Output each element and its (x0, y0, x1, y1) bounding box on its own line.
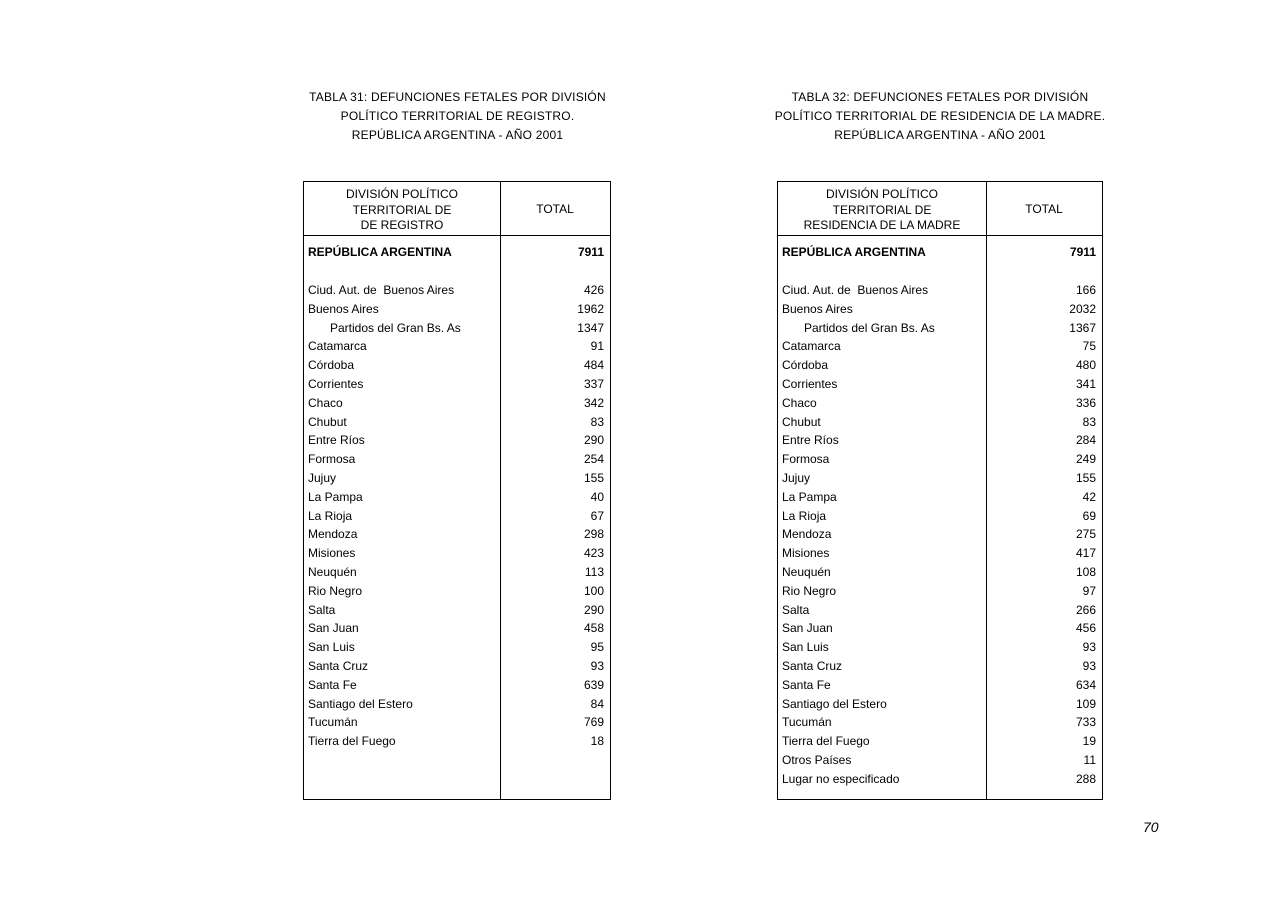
row-label: La Pampa (308, 489, 363, 504)
table31-division-header (304, 182, 500, 235)
table-row (778, 563, 1102, 582)
table-row (778, 450, 1102, 469)
table-row (778, 619, 1102, 638)
table-row (778, 299, 1102, 318)
row-value: 113 (584, 564, 604, 579)
table32-title-line1: TABLA 32: DEFUNCIONES FETALES POR DIVISIÓN (791, 90, 1089, 104)
row-label: Chubut (308, 414, 347, 429)
row-value: 342 (583, 395, 604, 410)
row-label: Córdoba (782, 358, 829, 373)
row-value: 109 (1075, 696, 1096, 711)
row-value: 288 (1075, 771, 1096, 786)
row-value: 93 (1082, 640, 1096, 655)
table-row (778, 356, 1102, 375)
row-value: 7911 (577, 245, 604, 260)
row-label: Lugar no especificado (782, 771, 900, 786)
row-label: Ciud. Aut. de Buenos Aires (308, 282, 455, 297)
table-row (304, 732, 610, 751)
table31-title-line1: TABLA 31: DEFUNCIONES FETALES POR DIVISIÓN (309, 90, 606, 104)
table-row (304, 675, 610, 694)
row-label: Salta (308, 602, 336, 617)
table-row (778, 638, 1102, 657)
row-label: Tierra del Fuego (308, 734, 396, 749)
row-value: 733 (1075, 715, 1096, 730)
row-label: Formosa (308, 452, 356, 467)
table31-total-header: TOTAL (536, 201, 574, 216)
row-value: 91 (590, 339, 604, 354)
row-label: Catamarca (308, 339, 367, 354)
table-row-blank (778, 262, 1102, 281)
table-row (304, 356, 610, 375)
table32-title-line3: REPÚBLICA ARGENTINA - AÑO 2001 (834, 128, 1046, 142)
table-row (304, 525, 610, 544)
row-label: San Luis (308, 640, 355, 655)
table-row (778, 544, 1102, 563)
table-row (778, 469, 1102, 488)
division-header-line3: RESIDENCIA DE LA MADRE (803, 218, 961, 232)
row-value: 426 (583, 282, 604, 297)
row-label: Mendoza (308, 527, 358, 542)
row-value: 155 (1075, 470, 1096, 485)
row-label: Rio Negro (782, 583, 837, 598)
table-row (778, 581, 1102, 600)
row-value: 298 (583, 527, 604, 542)
row-label: Formosa (782, 452, 830, 467)
row-value: 284 (1075, 433, 1096, 448)
row-label: San Luis (782, 640, 829, 655)
division-header-line3: DE REGISTRO (360, 218, 444, 232)
row-label: Entre Ríos (782, 433, 839, 448)
row-value: 249 (1075, 452, 1096, 467)
row-label: Tucumán (782, 715, 832, 730)
row-value: 769 (583, 715, 604, 730)
table-row (778, 694, 1102, 713)
row-label: Chaco (782, 395, 817, 410)
table-row (778, 525, 1102, 544)
table31-body (304, 236, 610, 751)
row-value: 290 (583, 433, 604, 448)
row-label: La Rioja (782, 508, 827, 523)
table-row (304, 431, 610, 450)
table-row (304, 337, 610, 356)
row-value: 83 (1082, 414, 1096, 429)
row-value: 634 (1075, 677, 1096, 692)
row-label: Santa Fe (308, 677, 357, 692)
row-value: 155 (583, 470, 604, 485)
row-label: Partidos del Gran Bs. As (330, 320, 461, 335)
row-value: 19 (1082, 734, 1096, 749)
row-label: Santa Cruz (782, 658, 843, 673)
row-value: 423 (583, 546, 604, 561)
row-label: Misiones (308, 546, 356, 561)
table32-division-header (778, 182, 986, 235)
row-label: Buenos Aires (782, 301, 853, 316)
row-value: 341 (1075, 376, 1096, 391)
table-row (778, 431, 1102, 450)
row-value: 639 (583, 677, 604, 692)
row-label: REPÚBLICA ARGENTINA (308, 245, 452, 260)
table-row (778, 600, 1102, 619)
row-value: 93 (590, 658, 604, 673)
table31-title-line2: POLÍTICO TERRITORIAL DE REGISTRO. (340, 109, 575, 123)
table32-header (778, 182, 1102, 236)
row-value: 83 (590, 414, 604, 429)
row-value: 166 (1075, 282, 1096, 297)
row-value: 456 (1075, 621, 1096, 636)
row-label: Jujuy (782, 470, 811, 485)
row-value: 108 (1075, 564, 1096, 579)
row-value: 11 (1083, 752, 1096, 767)
row-label: Catamarca (782, 339, 841, 354)
row-value: 266 (1075, 602, 1096, 617)
row-label: Mendoza (782, 527, 832, 542)
row-label: Córdoba (308, 358, 355, 373)
row-value: 2032 (1069, 301, 1096, 316)
table-row (778, 751, 1102, 770)
table-row (778, 412, 1102, 431)
row-value: 1367 (1069, 320, 1096, 335)
table-row (304, 243, 610, 262)
table-row (778, 769, 1102, 788)
row-value: 84 (590, 696, 604, 711)
table-row (304, 281, 610, 300)
row-label: Neuquén (782, 564, 831, 579)
row-value: 69 (1082, 508, 1096, 523)
table-row (304, 375, 610, 394)
table-row (778, 713, 1102, 732)
table-row (304, 393, 610, 412)
row-label: San Juan (782, 621, 833, 636)
row-value: 275 (1075, 527, 1096, 542)
table31 (303, 181, 611, 800)
row-value: 1962 (577, 301, 604, 316)
column-divider (986, 182, 987, 799)
row-label: Chaco (308, 395, 343, 410)
table32 (777, 181, 1103, 800)
table-row (778, 243, 1102, 262)
table-row (778, 318, 1102, 337)
table-row (304, 694, 610, 713)
row-label: Chubut (782, 414, 821, 429)
division-header-line1: DIVISIÓN POLÍTICO (825, 187, 939, 201)
table-row (778, 487, 1102, 506)
row-value: 75 (1082, 339, 1096, 354)
row-label: San Juan (308, 621, 359, 636)
table-row (304, 581, 610, 600)
division-header-line2: TERRITORIAL DE (352, 202, 452, 217)
row-value: 42 (1082, 489, 1096, 504)
row-label: La Rioja (308, 508, 353, 523)
table32-body (778, 236, 1102, 788)
division-header-line1: DIVISIÓN POLÍTICO (345, 187, 459, 201)
row-label: Corrientes (782, 376, 838, 391)
row-value: 1347 (577, 320, 604, 335)
row-label: Partidos del Gran Bs. As (804, 320, 935, 335)
table31-title (287, 88, 628, 145)
table-row (778, 281, 1102, 300)
row-value: 417 (1075, 546, 1096, 561)
division-header-line2: TERRITORIAL DE (832, 202, 932, 217)
row-label: La Pampa (782, 489, 837, 504)
table-row (304, 544, 610, 563)
row-value: 458 (583, 621, 604, 636)
table-row (304, 506, 610, 525)
table-row (778, 675, 1102, 694)
row-label: Tucumán (308, 715, 358, 730)
table-row (304, 487, 610, 506)
row-value: 7911 (1069, 245, 1096, 260)
row-value: 40 (590, 489, 604, 504)
row-label: Santa Cruz (308, 658, 369, 673)
row-label: Neuquén (308, 564, 357, 579)
row-label: Buenos Aires (308, 301, 379, 316)
table-row (304, 469, 610, 488)
row-label: Ciud. Aut. de Buenos Aires (782, 282, 929, 297)
row-label: Salta (782, 602, 810, 617)
table-row (778, 375, 1102, 394)
row-value: 254 (583, 452, 604, 467)
table31-title-line3: REPÚBLICA ARGENTINA - AÑO 2001 (351, 128, 564, 142)
table-row (778, 393, 1102, 412)
row-label: Santa Fe (782, 677, 831, 692)
table-row (304, 657, 610, 676)
row-value: 67 (590, 508, 604, 523)
row-value: 95 (590, 640, 604, 655)
table-row (304, 619, 610, 638)
table-row (304, 713, 610, 732)
row-label: Tierra del Fuego (782, 734, 870, 749)
row-label: Corrientes (308, 376, 364, 391)
table-row (304, 299, 610, 318)
table32-title-line2: POLÍTICO TERRITORIAL DE RESIDENCIA DE LA MADRE. (774, 109, 1106, 123)
row-label: Misiones (782, 546, 830, 561)
table31-header (304, 182, 610, 236)
row-label: Santiago del Estero (308, 696, 413, 711)
table32-total-header: TOTAL (1025, 201, 1063, 216)
row-value: 97 (1082, 583, 1096, 598)
page-number: 70 (1143, 819, 1159, 835)
table32-title (770, 88, 1110, 145)
table-row (304, 638, 610, 657)
table-row (304, 563, 610, 582)
row-value: 290 (583, 602, 604, 617)
table-row (778, 657, 1102, 676)
row-label: Jujuy (308, 470, 337, 485)
table-row (304, 600, 610, 619)
table-row-blank (304, 262, 610, 281)
row-value: 480 (1075, 358, 1096, 373)
table-row (304, 412, 610, 431)
row-value: 100 (583, 583, 604, 598)
table-row (778, 732, 1102, 751)
row-label: Entre Ríos (308, 433, 365, 448)
row-value: 93 (1082, 658, 1096, 673)
column-divider (500, 182, 501, 799)
table-row (778, 337, 1102, 356)
row-value: 484 (583, 358, 604, 373)
row-label: Santiago del Estero (782, 696, 887, 711)
row-value: 18 (590, 734, 604, 749)
table-row (304, 318, 610, 337)
row-label: Otros Países (782, 752, 852, 767)
row-label: Rio Negro (308, 583, 363, 598)
table-row (778, 506, 1102, 525)
row-label: REPÚBLICA ARGENTINA (782, 245, 926, 260)
row-value: 336 (1075, 395, 1096, 410)
row-value: 337 (583, 376, 604, 391)
table-row (304, 450, 610, 469)
